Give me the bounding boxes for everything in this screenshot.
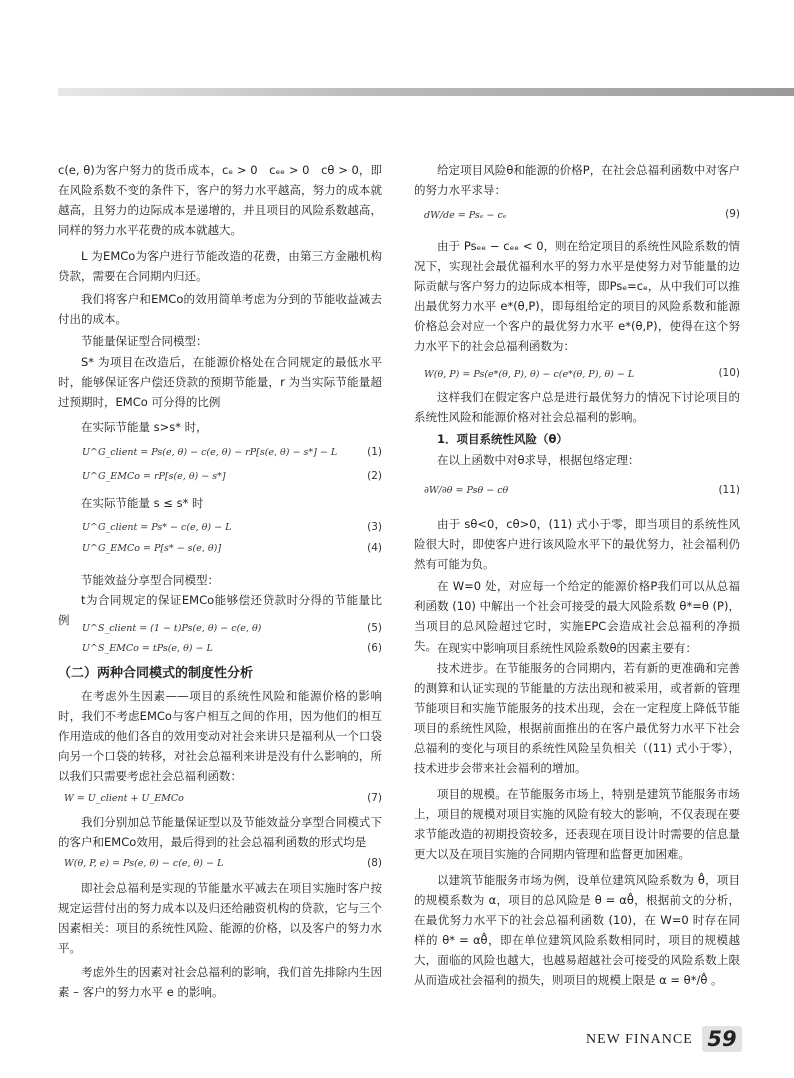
page-footer [586, 1026, 742, 1054]
paragraph: 即社会总福利是实现的节能量水平减去在项目实施时客户按规定运营付出的努力成本以及归还给融资机构的贷款，它与三个因素相关：项目的系统性风险、能源的价格，以及客户的努力水平。 [58, 881, 382, 955]
equation-4: U^G_EMCo = P[s* − s(e, θ)] [82, 543, 222, 554]
paragraph: L 为EMCo为客户进行节能改造的花费，由第三方金融机构贷款，需要在合同期内归还。 [58, 249, 382, 283]
equation-number: (10) [718, 367, 740, 379]
equation-number: (8) [367, 857, 382, 869]
paragraph: 我们将客户和EMCo的效用简单考虑为分到的节能收益减去付出的成本。 [58, 292, 382, 326]
paragraph: t为合同规定的保证EMCo能够偿还贷款时分得的节能量比例 [58, 593, 382, 627]
equation-number: (9) [725, 208, 740, 220]
header-rule [58, 88, 794, 96]
equation-number: (7) [367, 792, 382, 804]
paragraph: c(e, θ)为客户努力的货币成本，cₑ > 0 cₑₑ > 0 cθ > 0，即在风险系数不变的条件下，客户的努力水平越高，努力的成本就越高，且努力的边际成本是递增的，并且项目的风险系数越高，同样的努力水平花费的成本就越大。 [58, 163, 382, 237]
journal-name: NEW FINANCE [586, 1032, 693, 1047]
paragraph: 节能效益分享型合同模型： [81, 573, 219, 587]
equation-number: (3) [367, 521, 382, 533]
equation-6: U^S_EMCo = tPs(e, θ) − L [82, 643, 213, 654]
paragraph: 在 W=0 处，对应每一个给定的能源价格P我们可以从总福利函数 (10) 中解出一个社会可接受的最大风险系数 θ*=θ (P)，当项目的总风险超过它时，实施EPC会造成社会总福利的净损失。 [414, 579, 740, 653]
paragraph: 这样我们在假定客户总是进行最优努力的情况下讨论项目的系统性风险和能源价格对社会总福利的影响。 [414, 390, 740, 424]
equation-7: W = U_client + U_EMCo [64, 793, 184, 804]
paragraph: 由于 Psₑₑ − cₑₑ < 0，则在给定项目的系统性风险系数的情况下，实现社会最优福利水平的努力水平是使努力对节能量的边际贡献与客户努力的边际成本相等，即Psₑ=cₑ，从中我们可以推出最优努力水平 e*(θ,P)，即每组给定的项目的风险系数和能源价格总会对应一个客户的最优努力水平 e*(θ,P)，使得在这个努力水平下的社会总福利函数为： [414, 239, 740, 353]
equation-number: (1) [367, 446, 382, 458]
paragraph: 在实际节能量 s>s* 时， [81, 420, 208, 434]
page-number: 59 [702, 1026, 742, 1052]
equation-10: W(θ, P) = Ps(e*(θ, P), θ) − c(e*(θ, P), θ) − L [424, 369, 635, 380]
paragraph: 在以上函数中对θ求导，根据包络定理： [437, 453, 640, 467]
equation-11: ∂W/∂θ = Psθ − cθ [424, 485, 509, 496]
paragraph: 给定项目风险θ和能源的价格P，在社会总福利函数中对客户的努力水平求导： [414, 163, 740, 197]
equation-number: (5) [367, 622, 382, 634]
paragraph: 技术进步。在节能服务的合同期内，若有新的更准确和完善的测算和认证实现的节能量的方法出现和被采用，或者新的管理节能项目和实施节能服务的技术出现，会在一定程度上降低节能项目的系统性风险，根据前面推出的在客户最优努力水平下社会总福利的变化与项目的系统性风险呈负相关（(11) 式小于零），技术进步会带来社会福利的增加。 [414, 661, 740, 775]
equation-2: U^G_EMCo = rP[s(e, θ) − s*] [82, 471, 226, 482]
paragraph: 节能量保证型合同模型： [81, 334, 208, 348]
paragraph: 以建筑节能服务市场为例，设单位建筑风险系数为 θ̂，项目的规模系数为 α，项目的总风险是 θ = αθ̂，根据前文的分析，在最优努力水平下的社会总福利函数 (10)，在 W=0 时存在同样的 θ* = αθ̂，即在单位建筑风险系数相同时，项目的规模越大，面临的风险也越大，也越易超越社会可接受的风险系数上限从而造成社会福利的损失，则项目的规模上限是 α = θ*/θ̂ 。 [414, 873, 740, 987]
paragraph: 在实际节能量 s ≤ s* 时 [81, 496, 204, 510]
equation-number: (6) [367, 642, 382, 654]
equation-3: U^G_client = Ps* − c(e, θ) − L [82, 522, 232, 533]
equation-number: (4) [367, 542, 382, 554]
paragraph: S* 为项目在改造后，在能源价格处在合同规定的最低水平时，能够保证客户偿还贷款的预期节能量，r 为当实际节能量超过预期时，EMCo 可分得的比例 [58, 355, 382, 409]
subsection-heading: 1．项目系统性风险（θ） [437, 432, 568, 446]
paragraph: 考虑外生的因素对社会总福利的影响，我们首先排除内生因素 – 客户的努力水平 e 的影响。 [58, 965, 382, 999]
equation-9: dW/de = Psₑ − cₑ [424, 210, 507, 221]
equation-8: W(θ, P, e) = Ps(e, θ) − c(e, θ) − L [64, 858, 224, 869]
section-heading: （二）两种合同模式的制度性分析 [58, 666, 254, 681]
equation-1: U^G_client = Ps(e, θ) − c(e, θ) − rP[s(e, θ) − s*] − L [82, 447, 338, 458]
paragraph: 在考虑外生因素——项目的系统性风险和能源价格的影响时，我们不考虑EMCo与客户相互之间的作用，因为他们的相互作用造成的他们各自的效用变动对社会来讲只是福利从一个口袋向另一个口袋的转移，对社会总福利来讲是没有什么影响的，所以我们只需要考虑社会总福利函数： [58, 689, 382, 783]
paragraph: 由于 sθ<0，cθ>0，(11) 式小于零，即当项目的系统性风险很大时，即使客户进行该风险水平下的最优努力，社会福利仍然有可能为负。 [414, 517, 740, 571]
paragraph: 在现实中影响项目系统性风险系数θ的因素主要有： [437, 641, 698, 655]
equation-5: U^S_client = (1 − t)Ps(e, θ) − c(e, θ) [82, 623, 262, 634]
paragraph: 我们分别加总节能量保证型以及节能效益分享型合同模式下的客户和EMCo效用，最后得到的社会总福利函数的形式均是 [58, 815, 382, 849]
paragraph: 项目的规模。在节能服务市场上，特别是建筑节能服务市场上，项目的规模对项目实施的风险有较大的影响，不仅表现在要求节能改造的初期投资较多，还表现在项目设计时需要的信息量更大以及在项目实施的合同期内管理和监督更加困难。 [414, 787, 740, 861]
equation-number: (11) [718, 484, 740, 496]
equation-number: (2) [367, 470, 382, 482]
